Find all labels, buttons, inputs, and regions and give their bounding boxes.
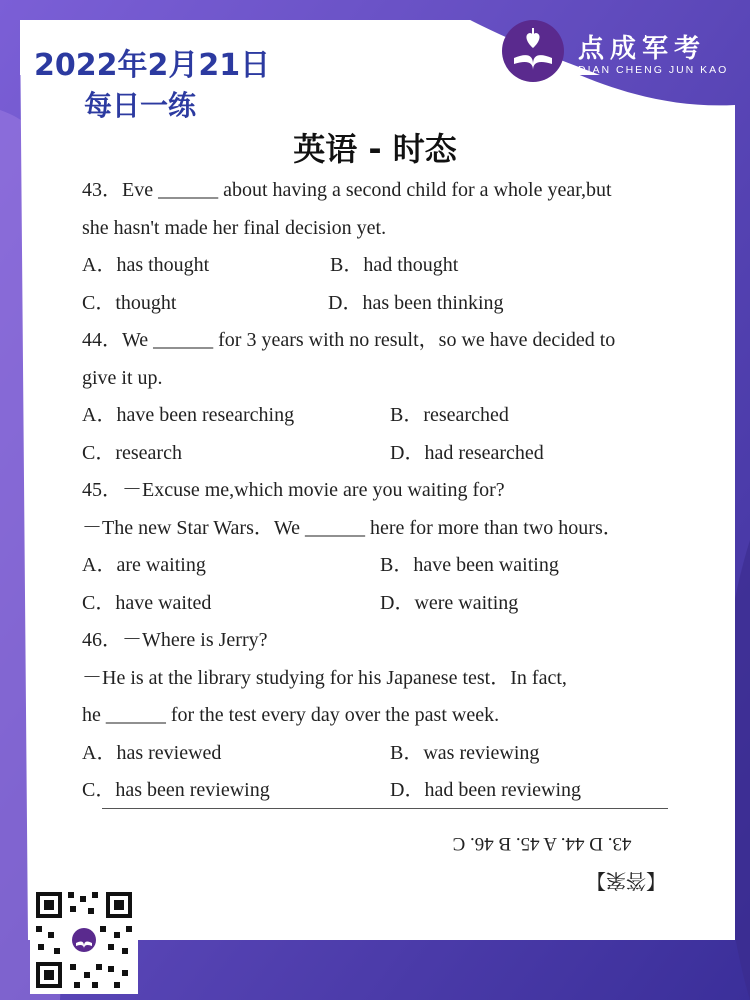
question-text: －He is at the library studying for his Japanese test．In fact, — [82, 666, 567, 689]
question-43 — [82, 172, 682, 322]
question-text: 45．－Excuse me,which movie are you waiting for? — [82, 479, 505, 501]
option-c: C．research — [82, 441, 182, 464]
option-row — [82, 397, 682, 435]
question-list — [82, 172, 682, 810]
option-b: B．was reviewing — [390, 741, 540, 764]
option-row — [82, 772, 682, 810]
date-heading: 2022年2月21日 — [34, 48, 271, 83]
question-44 — [82, 322, 682, 472]
page-title: 英语 - 时态 — [293, 130, 457, 168]
brand-name-en: DIAN CHENG JUN KAO — [578, 64, 729, 76]
question-text: －The new Star Wars．We ______ here for more than two hours． — [82, 516, 623, 539]
option-a: A．have been researching — [82, 404, 295, 426]
option-b: B．had thought — [330, 254, 459, 276]
daily-practice-label: 每日一练 — [84, 89, 197, 122]
question-text: 46．－Where is Jerry? — [82, 629, 268, 651]
option-d: D．had been reviewing — [390, 779, 582, 801]
brand-name-cn: 点成军考 — [578, 34, 707, 64]
answer-label: 【答案】 — [586, 869, 666, 893]
option-a: A．are waiting — [82, 554, 206, 576]
option-d: D．were waiting — [380, 591, 519, 614]
option-d: D．has been thinking — [328, 291, 504, 314]
question-text: she hasn't made her final decision yet. — [82, 216, 387, 239]
option-b: B．researched — [390, 404, 509, 426]
question-45 — [82, 472, 682, 622]
question-46 — [82, 622, 682, 810]
book-heart-icon — [502, 20, 564, 82]
answer-key: 43. D 44. A 45. B 46. C — [452, 833, 632, 854]
option-row — [82, 547, 682, 585]
option-row — [82, 585, 682, 623]
option-row — [82, 247, 682, 285]
question-text: give it up. — [82, 366, 163, 389]
question-text: 44．We ______ for 3 years with no result，so we have decided to — [82, 329, 616, 351]
option-c: C．thought — [82, 291, 177, 314]
option-c: C．has been reviewing — [82, 779, 270, 801]
option-d: D．had researched — [390, 441, 544, 464]
option-a: A．has reviewed — [82, 741, 222, 764]
divider — [102, 808, 668, 809]
option-row — [82, 435, 682, 473]
option-row — [82, 735, 682, 773]
option-b: B．have been waiting — [380, 554, 559, 576]
question-text: he ______ for the test every day over the past week. — [82, 704, 500, 726]
option-c: C．have waited — [82, 591, 212, 614]
option-a: A．has thought — [82, 254, 210, 276]
question-text: 43．Eve ______ about having a second child for a whole year,but — [82, 179, 612, 201]
option-row — [82, 285, 682, 323]
qr-code-icon — [30, 886, 138, 994]
